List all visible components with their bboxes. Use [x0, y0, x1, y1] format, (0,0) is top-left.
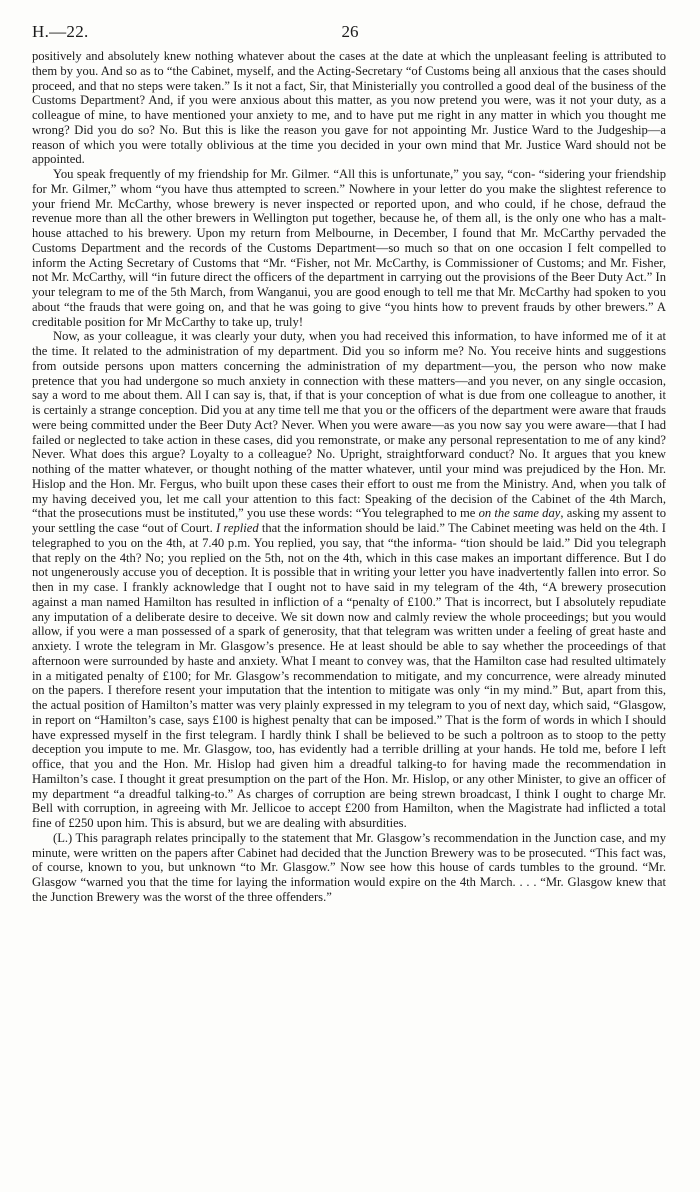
body-text — [32, 49, 666, 905]
document-reference: H.—22. — [32, 22, 89, 41]
paragraph-text: that the information should be laid.” The Cabinet meeting was held on the 4th. I telegraphed to you on the 4th, at 7.40 p.m. You replied, you say, that “the informa- “tion should be laid.” Did you telegraph that reply on the 4th? No; you replied on the 5th, not on the 4th, which in this case makes an important difference. But I do not ungenerously accuse you of deception. It is possible that in writing your letter you have inadvertently fallen into error. So then in my case. I frankly acknowledge that I ought not to have said in my telegram of the 4th, “A brewery prosecution against a man named Hamilton has resulted in infliction of a “penalty of £100.” That is incorrect, but I absolutely repudiate any imputation of a deliberate desire to deceive. We sit down now and calmly review the whole proceedings; but you would allow, if you were a man possessed of a spark of generosity, that that telegram was written under a feeling of great haste and anxiety. I wrote the telegram in Mr. Glasgow’s presence. He at least should be able to say whether the proceedings of that afternoon were surrounded by haste and anxiety. What I meant to convey was, that the Hamilton case had resulted ultimately in a mitigated penalty of £100; for Mr. Glasgow’s recommendation to mitigate, and my concurrence, were already minuted on the papers. I therefore resent your imputation that the intention to mitigate was only “in my mind.” But, apart from this, the actual position of Hamilton’s matter was very plainly expressed in my telegram to you of next day, which said, “Glasgow, in report on “Hamilton’s case, says £100 is highest penalty that can be imposed.” That is the form of words in which I should have expressed myself in the first telegram. I hardly think I shall be believed to be such a poltroon as to stoop to the petty deception you impute to me. Mr. Glasgow, too, has evidently had a terrible drilling at your hands. He told me, before I left office, that you and the Hon. Mr. Hislop had given him a dreadful talking-to for having made the recommendation in Hamilton’s case. I thought it great presumption on the part of the Hon. Mr. Hislop, or any other Minister, to give an officer of my department “a dreadful talking-to.” As charges of corruption are being strewn broadcast, I think I ought to charge Mr. Bell with corruption, in agreeing with Mr. Jellicoe to accept £200 from Hamilton, when the Magistrate had inflicted a total fine of £250 upon him. This is absurd, but we are dealing with absurdities. — [32, 521, 666, 830]
page-header — [32, 22, 668, 44]
paragraph-text: positively and absolutely knew nothing whatever about the cases at the date at which the unpleasant feeling is attributed to them by you. And so as to “the Cabinet, myself, and the Acting-Secretary “of Customs being all anxious that the cases should proceed, and that no steps were taken.” Is it not a fact, Sir, that Ministerially you controlled a good deal of the business of the Customs Department? And, if you were anxious about this matter, as you now pretend you were, was it not your duty, as a colleague of mine, to have mentioned your anxiety to me, and to have put me right in any matter in which you thought me wrong? Did you do so? No. But this is like the reason you gave for not appointing Mr. Justice Ward to the Judgeship—a reason of which you were totally oblivious at the time you decided in your own mind that Mr. Justice Ward should not be appointed. — [32, 49, 666, 167]
page-number: 26 — [341, 22, 359, 41]
paragraph-2 — [32, 167, 666, 329]
italic-emphasis: on the same day — [478, 506, 561, 521]
paragraph-text: (L.) This paragraph relates principally to the statement that Mr. Glasgow’s recommendation in the Junction case, and my minute, were written on the papers after Cabinet had decided that the Junction Brewery was to be prosecuted. “This fact was, of course, known to you, but unknown “to Mr. Glasgow.” Now see how this house of cards tumbles to the ground. “Mr. Glasgow “warned you that the time for laying the information would expire on the 4th March. . . . “Mr. Glasgow knew that the Junction Brewery was the worst of the three offenders.” — [32, 830, 666, 904]
paragraph-1 — [32, 49, 666, 167]
paragraph-text: Now, as your colleague, it was clearly your duty, when you had received this information, to have informed me of it at the time. It related to the administration of my department. Did you so inform me? No. You receive hints and suggestions from outside persons upon matters concerning the administration of my department—you, the person who now make pretence that you had undergone so much anxiety in connection with these matters—and you never, on any single occasion, say a word to me about them. All I can say is, that, if that is your conception of what is due from one colleague to another, it is certainly a strange conception. Did you at any time tell me that you or the officers of the department were aware that frauds were being committed under the Beer Duty Act? Never. When you were aware—as you now say you were aware—that I had failed or neglected to take action in these cases, did you remonstrate, or make any personal representation to me of any kind? Never. What does this argue? Loyalty to a colleague? No. Upright, straightforward conduct? No. It argues that you knew nothing of the matter whatever, or thought nothing of the matter whatever, until your mind was prejudiced by the Hon. Mr. Hislop and the Hon. Mr. Fergus, who built upon these cases their effort to oust me from the Ministry. And, when you talk of my having deceived you, let me call your attention to this fact: Speaking of the decision of the Cabinet of the 4th March, “that the prosecutions must be instituted,” you use these words: “You telegraphed to me — [32, 329, 666, 521]
paragraph-text: You speak frequently of my friendship for Mr. Gilmer. “All this is unfortunate,” you say, “con- “sidering your friendship for Mr. Gilmer,” whom “you have thus attempted to screen.” Nowhere in your letter do you make the slightest reference to your friend Mr. McCarthy, whose brewery is never inspected or reported upon, and who could, if he chose, defraud the revenue more than all the other brewers in Wellington put together, because he, of them all, is the only one who has a malt-house attached to his brewery. Upon my return from Melbourne, in December, I found that Mr. McCarthy pervaded the Customs Department and the records of the Customs Department—so much so that on one occasion I felt compelled to inform the Acting Secretary of Customs that “Mr. “Fisher, not Mr. McCarthy, is Commissioner of Customs; and Mr. Fisher, not Mr. McCarthy, will “in future direct the officers of the department in carrying out the provisions of the Beer Duty Act.” In your telegram to me of the 5th March, from Wanganui, you are good enough to tell me that Mr. McCarthy had spoken to you about “the frauds that were going on, and that he was going to give “you hints how to prevent frauds by other brewers.” A creditable position for Mr McCarthy to take up, truly! — [32, 167, 666, 329]
paragraph-4 — [32, 831, 666, 905]
paragraph-3 — [32, 329, 666, 831]
paragraph-text: , asking my assent to your settling the case “out of Court. — [32, 506, 666, 535]
italic-emphasis: I replied — [215, 521, 259, 535]
